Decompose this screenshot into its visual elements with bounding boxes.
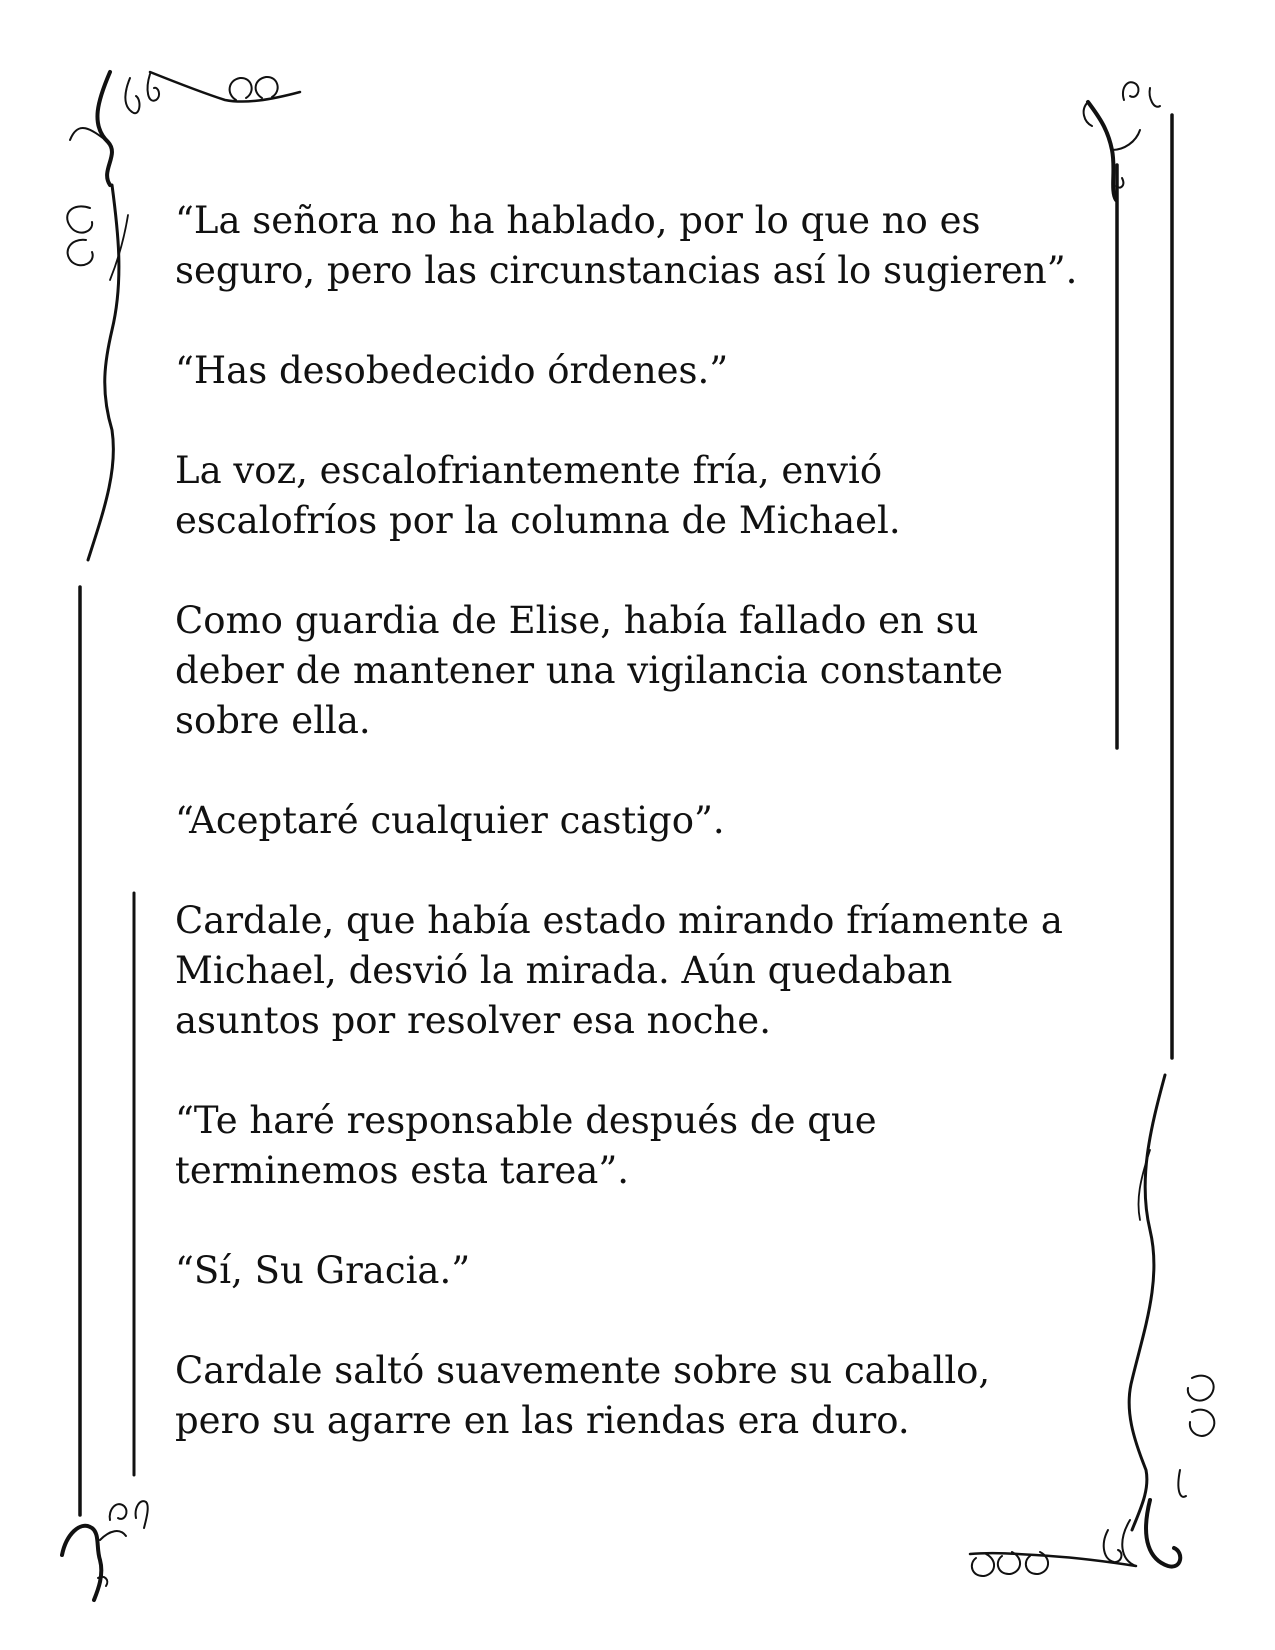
paragraph-7: “Te haré responsable después de que terminemos esta tarea”. xyxy=(175,1099,877,1192)
paragraph-1: “La señora no ha hablado, por lo que no es seguro, pero las circunstancias así lo sugieren”. xyxy=(175,199,1078,292)
bottom-left-flourish xyxy=(62,1501,148,1600)
document-body xyxy=(175,196,1105,1496)
paragraph-4: Como guardia de Elise, había fallado en su deber de mantener una vigilancia constante sobre ella. xyxy=(175,599,1004,742)
top-right-flourish xyxy=(1084,82,1160,200)
paragraph-3: La voz, escalofriantemente fría, envió escalofríos por la columna de Michael. xyxy=(175,449,901,542)
paragraph-8: “Sí, Su Gracia.” xyxy=(175,1249,471,1292)
paragraph-6: Cardale, que había estado mirando fríamente a Michael, desvió la mirada. Aún quedaban asuntos por resolver esa noche. xyxy=(175,899,1063,1042)
paragraph-9: Cardale saltó suavemente sobre su caballo, pero su agarre en las riendas era duro. xyxy=(175,1349,991,1442)
paragraph-2: “Has desobedecido órdenes.” xyxy=(175,349,729,392)
paragraph-5: “Aceptaré cualquier castigo”. xyxy=(175,799,725,842)
